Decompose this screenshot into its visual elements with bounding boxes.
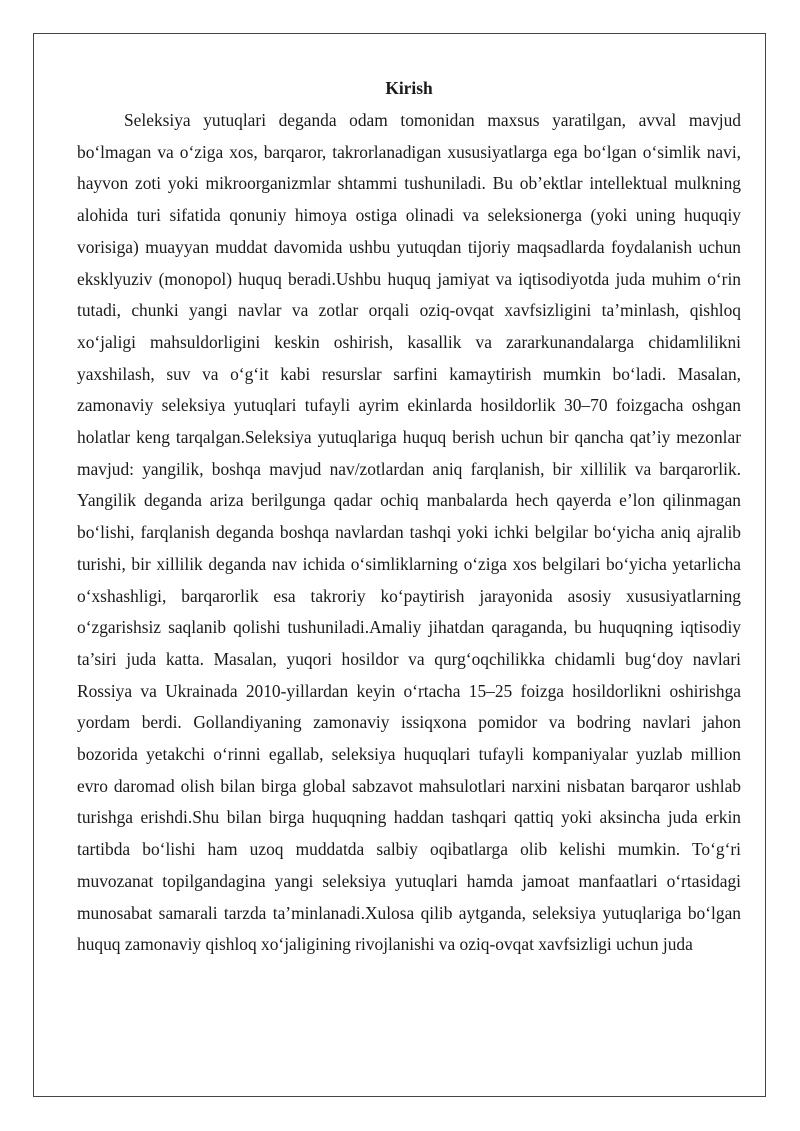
document-title: Kirish xyxy=(385,78,433,98)
document-paragraph: Seleksiya yutuqlari deganda odam tomonidan maxsus yaratilgan, avval mavjud bo‘lmagan va o‘ziga xos, barqaror, takrorlanadigan xususiyatlarga ega bo‘lgan o‘simlik navi, hayvon zoti yoki mikroorganizmlar shtammi tushuniladi. Bu ob’ektlar intellektual mulkning alohida turi sifatida qonuniy himoya ostiga olinadi va seleksionerga (yoki uning huquqiy vorisiga) muayyan muddat davomida ushbu yutuqdan tijoriy maqsadlarda foydalanish uchun eksklyuziv (monopol) huquq beradi.Ushbu huquq jamiyat va iqtisodiyotda juda muhim o‘rin tutadi, chunki yangi navlar va zotlar orqali oziq-ovqat xavfsizligini ta’minlash, qishloq xo‘jaligi mahsuldorligini keskin oshirish, kasallik va zararkunandalarga chidamlilikni yaxshilash, suv va o‘g‘it kabi resurslar sarfini kamaytirish mumkin bo‘ladi. Masalan, zamonaviy seleksiya yutuqlari tufayli ayrim ekinlarda hosildorlik 30–70 foizgacha oshgan holatlar keng tarqalgan.Seleksiya yutuqlariga huquq berish uchun bir qancha qat’iy mezonlar mavjud: yangilik, boshqa mavjud nav/zotlardan aniq farqlanish, bir xillilik va barqarorlik. Yangilik deganda ariza berilgunga qadar ochiq manbalarda hech qayerda e’lon qilinmagan bo‘lishi, farqlanish deganda boshqa navlardan tashqi yoki ichki belgilar bo‘yicha aniq ajralib turishi, bir xillilik deganda nav ichida o‘simliklarning o‘ziga xos belgilari bo‘yicha yetarlicha o‘xshashligi, barqarorlik esa takroriy ko‘paytirish jarayonida asosiy xususiyatlarning o‘zgarishsiz saqlanib qolishi tushuniladi.Amaliy jihatdan qaraganda, bu huquqning iqtisodiy ta’siri juda katta. Masalan, yuqori hosildor va qurg‘oqchilikka chidamli bug‘doy navlari Rossiya va Ukrainada 2010-yillardan keyin o‘rtacha 15–25 foizga hosildorlikni oshirishga yordam berdi. Gollandiyaning zamonaviy issiqxona pomidor va bodring navlari jahon bozorida yetakchi o‘rinni egallab, seleksiya huquqlari tufayli kompaniyalar yuzlab million evro daromad olish bilan birga global sabzavot mahsulotlari narxini nisbatan barqaror ushlab turishga erishdi.Shu bilan birga huquqning haddan tashqari qattiq yoki aksincha juda erkin tartibda bo‘lishi ham uzoq muddatda salbiy oqibatlarga olib kelishi mumkin. To‘g‘ri muvozanat topilgandagina yangi seleksiya yutuqlari hamda jamoat manfaatlari o‘rtasidagi munosabat samarali tarzda ta’minlanadi.Xulosa qilib aytganda, seleksiya yutuqlariga bo‘lgan huquq zamonaviy qishloq xo‘jaligining rivojlanishi va oziq-ovqat xavfsizligi uchun juda xyxy=(77,110,741,955)
document-content xyxy=(77,75,741,961)
